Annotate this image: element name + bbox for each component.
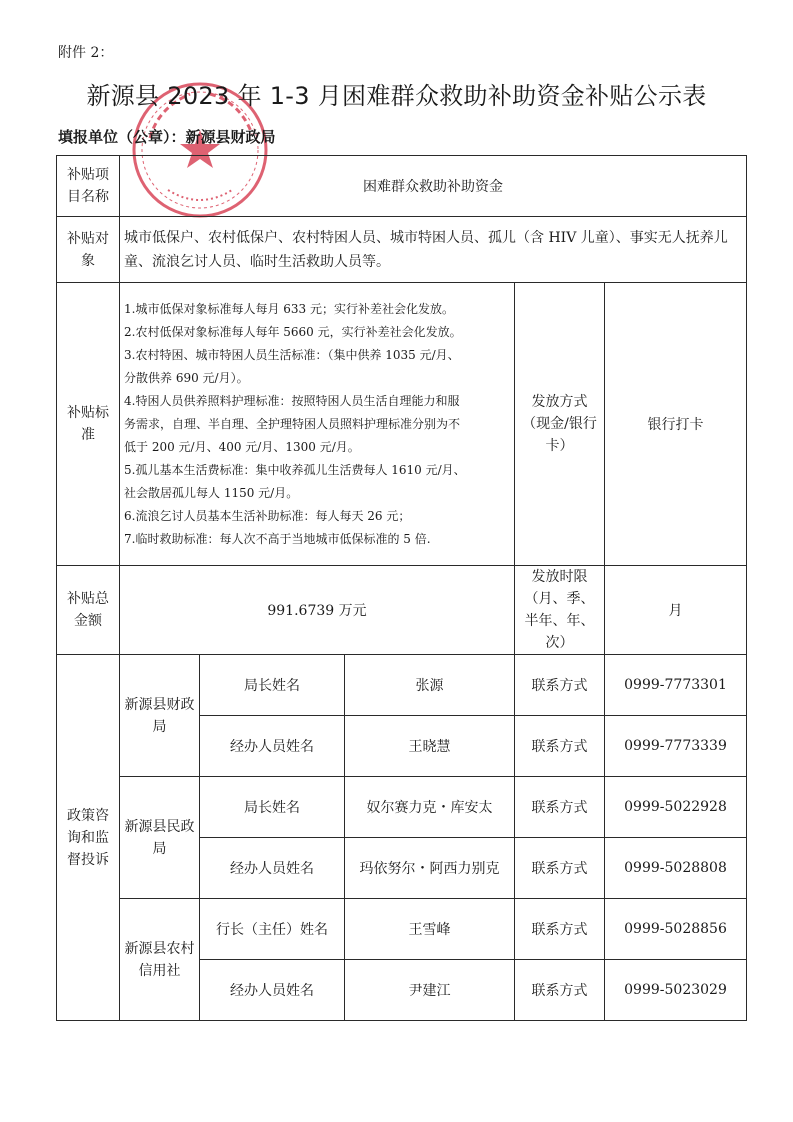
payment-period-value: 月 xyxy=(605,566,747,655)
table-row xyxy=(57,283,747,566)
role-label: 经办人员姓名 xyxy=(200,838,345,899)
org-name: 新源县民政局 xyxy=(120,777,200,899)
standard-line: 7.临时救助标准：每人次不高于当地城市低保标准的 5 倍. xyxy=(124,531,431,546)
contact-label: 联系方式 xyxy=(515,960,605,1021)
person-name: 玛依努尔・阿西力别克 xyxy=(345,838,515,899)
standard-line: 6.流浪乞讨人员基本生活补助标准：每人每天 26 元； xyxy=(124,508,411,523)
phone-number: 0999-5022928 xyxy=(605,777,747,838)
role-label: 经办人员姓名 xyxy=(200,960,345,1021)
subsidy-object-value: 城市低保户、农村低保户、农村特困人员、城市特困人员、孤儿（含 HIV 儿童）、事实无人抚养儿童、流浪乞讨人员、临时生活救助人员等。 xyxy=(120,217,747,283)
standard-line: 社会散居孤儿每人 1150 元/月。 xyxy=(124,485,299,500)
standard-line: 5.孤儿基本生活费标准：集中收养孤儿生活费每人 1610 元/月、 xyxy=(124,462,466,477)
total-amount-value: 991.6739 万元 xyxy=(120,566,515,655)
role-label: 局长姓名 xyxy=(200,777,345,838)
table-row xyxy=(57,655,747,716)
role-label: 局长姓名 xyxy=(200,655,345,716)
reporting-unit: 填报单位（公章）：新源县财政局 xyxy=(58,128,276,146)
payment-method-label: 发放方式（现金/银行卡） xyxy=(515,283,605,566)
subsidy-table xyxy=(56,155,747,1021)
page-title: 新源县 2023 年 1-3 月困难群众救助补助资金补贴公示表 xyxy=(86,82,707,110)
table-row xyxy=(57,566,747,655)
contact-label: 联系方式 xyxy=(515,899,605,960)
table-row xyxy=(57,217,747,283)
standard-line: 分散供养 690 元/月）。 xyxy=(124,370,249,385)
table-row xyxy=(57,156,747,217)
total-amount-label: 补贴总金额 xyxy=(57,566,120,655)
subsidy-standard-label: 补贴标准 xyxy=(57,283,120,566)
phone-number: 0999-7773339 xyxy=(605,716,747,777)
role-label: 行长（主任）姓名 xyxy=(200,899,345,960)
phone-number: 0999-7773301 xyxy=(605,655,747,716)
standard-line: 务需求，自理、半自理、全护理特困人员照料护理标准分别为不 xyxy=(124,416,461,431)
table-row xyxy=(57,777,747,838)
project-name-label: 补贴项目名称 xyxy=(57,156,120,217)
standard-line: 3.农村特困、城市特困人员生活标准：（集中供养 1035 元/月、 xyxy=(124,347,460,362)
person-name: 奴尔赛力克・库安太 xyxy=(345,777,515,838)
payment-method-value: 银行打卡 xyxy=(605,283,747,566)
attachment-label: 附件 2： xyxy=(58,45,114,61)
standard-line: 1.城市低保对象标准每人每月 633 元；实行补差社会化发放。 xyxy=(124,301,454,316)
project-name-value: 困难群众救助补助资金 xyxy=(120,156,747,217)
contact-label: 联系方式 xyxy=(515,777,605,838)
person-name: 张源 xyxy=(345,655,515,716)
person-name: 王晓慧 xyxy=(345,716,515,777)
org-name: 新源县财政局 xyxy=(120,655,200,777)
table-row xyxy=(57,899,747,960)
org-name: 新源县农村信用社 xyxy=(120,899,200,1021)
phone-number: 0999-5028808 xyxy=(605,838,747,899)
contact-label: 联系方式 xyxy=(515,716,605,777)
phone-number: 0999-5028856 xyxy=(605,899,747,960)
contact-label: 联系方式 xyxy=(515,838,605,899)
role-label: 经办人员姓名 xyxy=(200,716,345,777)
phone-number: 0999-5023029 xyxy=(605,960,747,1021)
subsidy-object-label: 补贴对象 xyxy=(57,217,120,283)
standard-line: 低于 200 元/月、400 元/月、1300 元/月。 xyxy=(124,439,360,454)
person-name: 尹建江 xyxy=(345,960,515,1021)
policy-consult-label: 政策咨询和监督投诉 xyxy=(57,655,120,1021)
contact-label: 联系方式 xyxy=(515,655,605,716)
payment-period-label: 发放时限（月、季、半年、年、次） xyxy=(515,566,605,655)
standard-line: 4.特困人员供养照料护理标准：按照特困人员生活自理能力和服 xyxy=(124,393,460,408)
subsidy-standard-value xyxy=(120,283,515,566)
standard-line: 2.农村低保对象标准每人每年 5660 元，实行补差社会化发放。 xyxy=(124,324,462,339)
person-name: 王雪峰 xyxy=(345,899,515,960)
